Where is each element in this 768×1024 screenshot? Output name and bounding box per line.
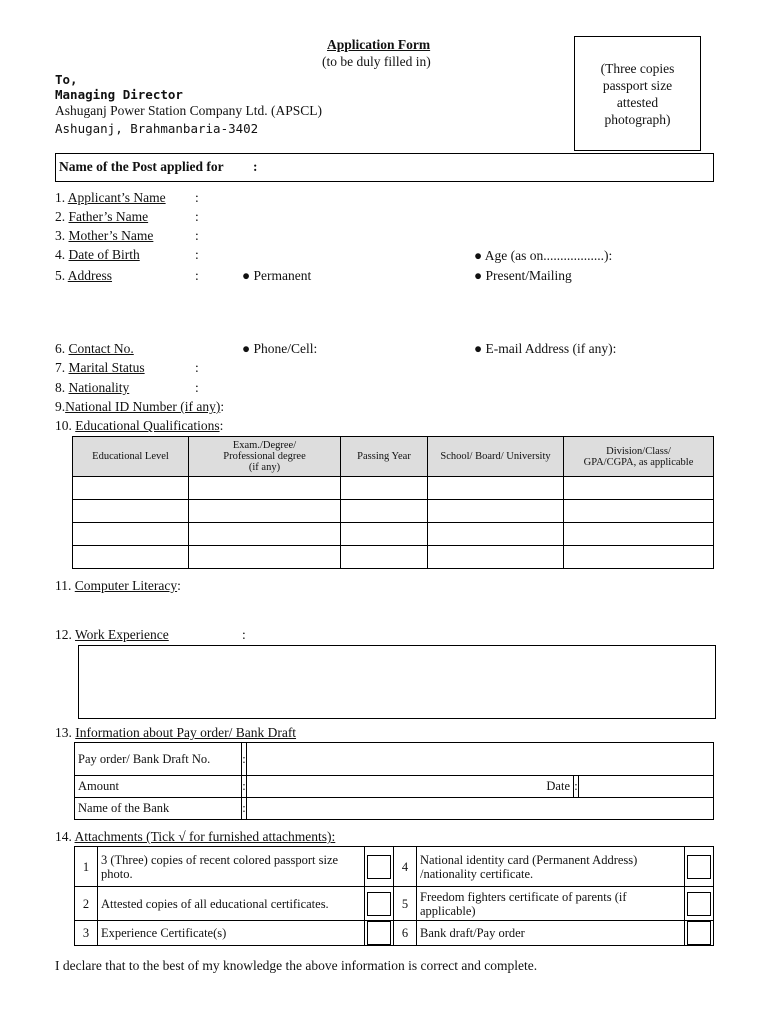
checkbox-cell — [685, 921, 714, 946]
field-label: Computer Literacy — [74, 578, 178, 593]
permanent-address-field[interactable]: ● Permanent — [242, 268, 312, 283]
table-row — [73, 523, 714, 546]
table-cell[interactable] — [189, 500, 341, 523]
field-colon: : — [195, 190, 199, 205]
field-number: 9. — [55, 399, 66, 414]
table-cell[interactable] — [73, 500, 189, 523]
table-cell[interactable] — [564, 500, 714, 523]
table-cell[interactable] — [189, 477, 341, 500]
item-number: 5 — [394, 887, 417, 921]
table-row — [75, 887, 714, 921]
tick-checkbox[interactable] — [687, 855, 711, 879]
photo-line: (Three copies — [600, 60, 675, 76]
company-name: Ashuganj Power Station Company Ltd. (APSCL) — [55, 103, 322, 118]
applicant-name-field[interactable] — [55, 190, 166, 206]
table-row — [75, 921, 714, 946]
field-number: 14. — [55, 829, 72, 844]
table-cell[interactable] — [73, 477, 189, 500]
field-colon: : — [195, 228, 199, 243]
table-cell[interactable] — [564, 546, 714, 569]
field-label: Applicant’s Name — [67, 190, 166, 205]
tick-checkbox[interactable] — [367, 855, 391, 879]
field-colon: : — [574, 776, 579, 798]
column-header: Division/Class/ GPA/CGPA, as applicable — [564, 437, 714, 477]
marital-status-field[interactable] — [55, 360, 145, 376]
field-number: 3. — [55, 228, 66, 243]
item-text: Experience Certificate(s) — [98, 921, 365, 946]
table-row — [73, 500, 714, 523]
field-colon: : — [195, 360, 199, 375]
post-label: Name of the Post applied for — [59, 159, 224, 174]
field-number: 5. — [55, 268, 66, 283]
pay-order-input[interactable] — [247, 743, 714, 776]
table-cell[interactable] — [341, 546, 428, 569]
work-experience-box[interactable] — [78, 645, 716, 719]
field-label: Marital Status — [68, 360, 145, 375]
item-number: 3 — [75, 921, 98, 946]
field-label: Work Experience — [75, 627, 169, 642]
table-cell[interactable] — [73, 523, 189, 546]
mother-name-field[interactable] — [55, 228, 153, 244]
item-number: 1 — [75, 847, 98, 887]
form-subtitle: (to be duly filled in) — [322, 54, 431, 69]
table-cell[interactable] — [341, 477, 428, 500]
field-number: 2. — [55, 209, 66, 224]
field-label: Date of Birth — [68, 247, 140, 262]
pay-info-heading — [55, 725, 296, 741]
edu-heading — [55, 418, 223, 434]
checkbox-cell — [365, 887, 394, 921]
column-header: Educational Level — [73, 437, 189, 477]
company-address: Ashuganj, Brahmanbaria-3402 — [55, 121, 259, 136]
tick-checkbox[interactable] — [367, 892, 391, 916]
field-colon: : — [331, 829, 336, 844]
field-colon: : — [242, 776, 247, 798]
declaration-text: I declare that to the best of my knowledge the above information is correct and complete. — [55, 958, 538, 973]
field-number: 7. — [55, 360, 66, 375]
column-header: Exam./Degree/ Professional degree (if any) — [189, 437, 341, 477]
field-label: Attachments (Tick √ for furnished attachments) — [74, 829, 332, 844]
field-number: 13. — [55, 725, 72, 740]
date-label: Date — [546, 779, 570, 793]
checkbox-cell — [365, 847, 394, 887]
field-number: 11. — [55, 578, 72, 593]
bank-name-input[interactable] — [247, 798, 714, 820]
table-cell[interactable] — [73, 546, 189, 569]
column-header: Passing Year — [341, 437, 428, 477]
field-label: Information about Pay order/ Bank Draft — [75, 725, 297, 740]
table-cell[interactable] — [189, 546, 341, 569]
item-text: Attested copies of all educational certificates. — [98, 887, 365, 921]
form-title: Application Form — [327, 37, 431, 52]
nid-field[interactable] — [55, 399, 224, 415]
item-number: 2 — [75, 887, 98, 921]
field-colon: : — [220, 399, 225, 414]
attachments-heading — [55, 829, 335, 845]
item-text: 3 (Three) copies of recent colored passport size photo. — [98, 847, 365, 887]
work-experience-label — [55, 627, 169, 643]
age-field[interactable]: ● Age (as on..................): — [474, 248, 613, 263]
field-colon: : — [242, 798, 247, 820]
photo-box[interactable] — [574, 36, 701, 151]
table-cell[interactable] — [428, 477, 564, 500]
field-colon: : — [219, 418, 224, 433]
pay-order-table — [74, 742, 714, 820]
field-label: Address — [67, 268, 113, 283]
table-row — [73, 546, 714, 569]
field-number: 1. — [55, 190, 66, 205]
field-label: Father’s Name — [68, 209, 149, 224]
phone-field[interactable]: ● Phone/Cell: — [242, 341, 318, 356]
field-colon: : — [195, 268, 199, 283]
item-text: National identity card (Permanent Address) /nationality certificate. — [417, 847, 685, 887]
item-text: Freedom fighters certificate of parents (if applicable) — [417, 887, 685, 921]
table-row — [75, 776, 714, 798]
field-label: Contact No. — [68, 341, 134, 356]
contact-field[interactable] — [55, 341, 134, 357]
field-colon: : — [242, 743, 247, 776]
field-label: Mother’s Name — [68, 228, 154, 243]
item-text: Bank draft/Pay order — [417, 921, 685, 946]
education-table — [72, 436, 714, 569]
table-cell[interactable] — [189, 523, 341, 546]
field-number: 4. — [55, 247, 66, 262]
recipient: Managing Director — [55, 87, 183, 102]
table-cell[interactable] — [428, 546, 564, 569]
tick-checkbox[interactable] — [367, 921, 391, 945]
field-colon: : — [195, 209, 199, 224]
field-number: 6. — [55, 341, 66, 356]
field-label: National ID Number (if any) — [65, 399, 221, 414]
to-label: To, — [55, 72, 78, 87]
table-header-row — [73, 437, 714, 477]
table-cell[interactable] — [564, 477, 714, 500]
photo-line: attested — [616, 94, 659, 110]
table-row — [73, 477, 714, 500]
computer-literacy-field[interactable] — [55, 578, 181, 594]
email-field[interactable]: ● E-mail Address (if any): — [474, 341, 617, 356]
table-row — [75, 798, 714, 820]
item-number: 4 — [394, 847, 417, 887]
tick-checkbox[interactable] — [687, 892, 711, 916]
dob-field[interactable] — [55, 247, 140, 263]
field-number: 8. — [55, 380, 66, 395]
table-cell[interactable] — [428, 523, 564, 546]
table-cell[interactable] — [564, 523, 714, 546]
photo-line: photograph) — [604, 111, 671, 127]
field-colon: : — [195, 247, 199, 262]
photo-line: passport size — [602, 77, 673, 93]
table-cell[interactable] — [341, 500, 428, 523]
field-colon: : — [242, 627, 246, 642]
checkbox-cell — [685, 887, 714, 921]
field-colon: : — [177, 578, 181, 593]
field-label: Nationality — [68, 380, 130, 395]
post-colon: : — [253, 159, 258, 174]
date-input[interactable] — [579, 776, 714, 798]
item-number: 6 — [394, 921, 417, 946]
father-name-field[interactable] — [55, 209, 148, 225]
checkbox-cell — [685, 847, 714, 887]
field-number: 12. — [55, 627, 72, 642]
table-cell[interactable] — [341, 523, 428, 546]
table-cell[interactable] — [428, 500, 564, 523]
amount-input[interactable] — [247, 776, 574, 798]
table-row — [75, 743, 714, 776]
table-row — [75, 847, 714, 887]
post-field[interactable] — [55, 153, 714, 182]
bank-name-label: Name of the Bank — [75, 798, 242, 820]
field-colon: : — [195, 380, 199, 395]
amount-label: Amount — [75, 776, 242, 798]
attachments-table — [74, 846, 714, 946]
field-number: 10. — [55, 418, 72, 433]
present-address-field[interactable]: ● Present/Mailing — [474, 268, 572, 283]
column-header: School/ Board/ University — [428, 437, 564, 477]
tick-checkbox[interactable] — [687, 921, 711, 945]
checkbox-cell — [365, 921, 394, 946]
address-field[interactable] — [55, 268, 112, 284]
pay-order-label: Pay order/ Bank Draft No. — [75, 743, 242, 776]
nationality-field[interactable] — [55, 380, 129, 396]
field-label: Educational Qualifications — [75, 418, 220, 433]
